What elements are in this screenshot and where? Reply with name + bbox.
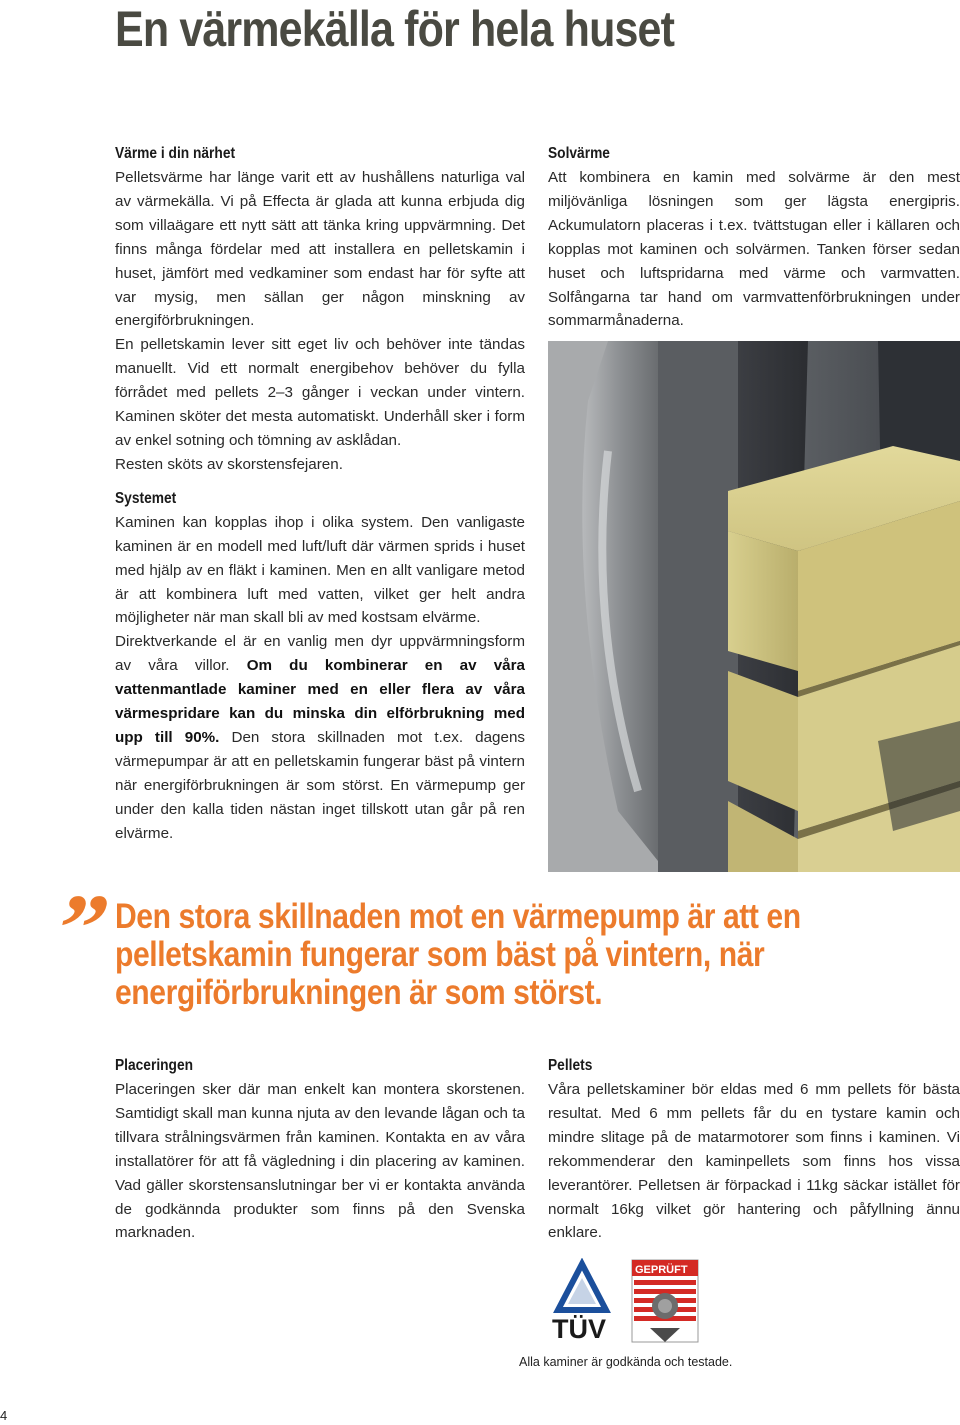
solar-paragraph: Att kombinera en kamin med solvärme är den mest miljövänliga lösningen som ger lägsta energipris. Ackumulatorn placeras i t.ex. tvättstugan eller i källaren och kopplas mot kaminen och solvärmen. Tanken förser sedan huset och luftspridarna med värme och varmvatten. Solfångarna tar hand om varmvattenförbrukningen under sommarmånaderna. (548, 169, 960, 330)
placement-paragraph: Placeringen sker där man enkelt kan montera skorstenen. Samtidigt skall man kunna njuta av den levande lågan och ta tillvara strålningsvärmen från kaminen. Kontakta en av våra installatörer för att få vägledning i din placering av kaminen. Vad gäller skorstensanslutningar ber vi er kontakta använda de godkännda produkter som finns på den Svenska marknaden. (115, 1081, 525, 1242)
geprueft-logo-icon (632, 1260, 698, 1342)
page-title: En värmekälla för hela huset (115, 1, 675, 57)
warmth-paragraph-2: En pelletskamin lever sitt eget liv och behöver inte tändas manuellt. Vid ett normalt energibehov behöver du fylla förrådet med pellets 2–3 gånger i veckan under vintern. Kaminen sköter det mesta automatiskt. Underhåll sker i form av enkel sotning och tömning av asklådan. (115, 336, 525, 449)
left-column (115, 142, 525, 845)
system-paragraph-2 (115, 630, 525, 845)
svg-text:GEPRÜFT: GEPRÜFT (635, 1264, 688, 1276)
section-heading-solar: Solvärme (548, 145, 610, 162)
stove-photo-graphic (548, 341, 960, 872)
svg-text:TÜV: TÜV (552, 1314, 606, 1344)
tuv-logo-icon (552, 1264, 606, 1344)
section-heading-warmth: Värme i din närhet (115, 145, 236, 162)
system-paragraph-1: Kaminen kan kopplas ihop i olika system. Den vanligaste kaminen är en modell med luft/luft där värmen sprids i huset med hjälp av en fläkt i kaminen. Men en allt vanligare metod är att kombinera luft med vatten, vilket ger helt andra möjligheter när man skall bli av med kostsam elvärme. (115, 513, 525, 627)
certification-caption: Alla kaminer är godkända och testade. (519, 1355, 733, 1369)
placement-column (115, 1054, 525, 1245)
warmth-paragraph-1: Pelletsvärme har länge varit ett av hushållens naturliga val av värmekälla. Vi på Effecta är glada att kunna erbjuda dig som villaägare ett nytt sätt att tänka kring uppvärmning. Det finns många fördelar med att installera en pelletskamin i huset, jämfört med vedkaminer som endast har för syfte att var mysig, men sällan ger någon minskning av energiförbrukningen. (115, 169, 525, 330)
system-p2-highlight: Om du kombinerar en av våra vattenmantlade kaminer med en eller flera av våra värmespridare kan du minska din elförbrukning med upp till 90%. (115, 657, 525, 746)
pull-quote: Den stora skillnaden mot en värmepump är att en pelletskamin fungerar som bäst på vintern, när energiförbrukningen är som störst. (115, 897, 801, 1012)
warmth-paragraph-3: Resten sköts av skorstensfejaren. (115, 455, 343, 473)
system-p2-end: Den stora skillnaden mot t.ex. dagens värmepumpar är att en pelletskamin fungerar bäst på vintern när energiförbrukningen är som störst. En värmepump ger under den kalla tiden nästan inget tillskott utan går på ren elvärme. (115, 728, 525, 842)
pellets-paragraph: Våra pelletskaminer bör eldas med 6 mm pellets för bästa resultat. Med 6 mm pellets får du en tystare kamin och mindre slitage på de matarmotorer som finns i kaminen. Vi rekommenderar den kaminpellets som finns hos vissa leverantörer. Pelletsen är förpackad i 11kg säckar istället för normalt 16kg vilket gör hantering och påfyllning ännu enklare. (548, 1081, 960, 1242)
page-number: 4 (0, 1408, 8, 1423)
quote-mark-icon: ” (46, 874, 118, 981)
pellets-column (548, 1054, 960, 1245)
stove-photo (548, 341, 960, 872)
certification-logos (550, 1258, 710, 1344)
tuv-geprueft-logos (550, 1258, 710, 1344)
system-p2-start: Direktverkande el är en vanlig men dyr uppvärmningsform av våra villor. (115, 633, 525, 675)
section-heading-pellets: Pellets (548, 1057, 593, 1074)
section-heading-system: Systemet (115, 489, 177, 507)
right-column (548, 142, 960, 333)
section-heading-placement: Placeringen (115, 1057, 194, 1074)
